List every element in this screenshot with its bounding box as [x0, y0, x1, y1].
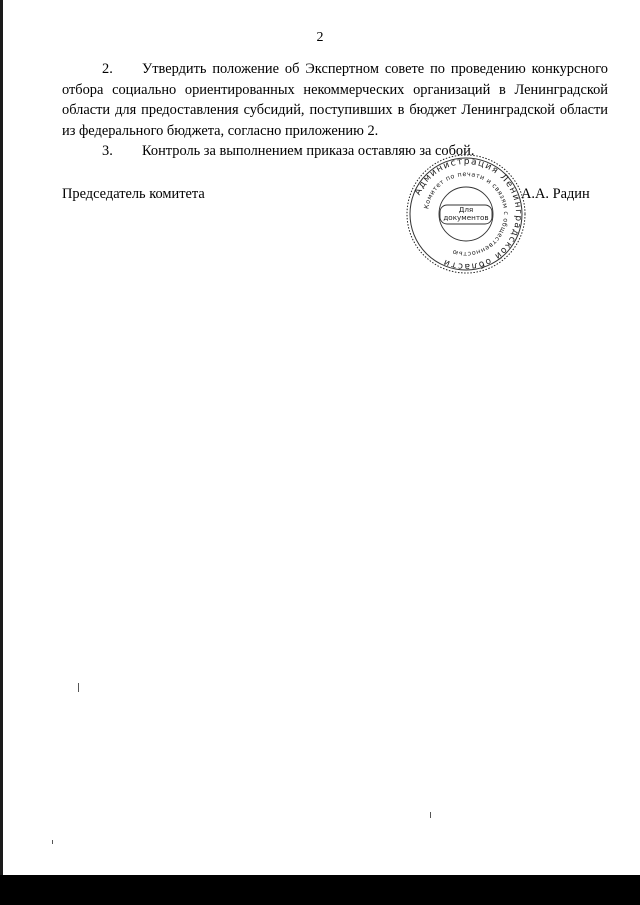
seal-center-line2: документов [443, 213, 489, 222]
paragraph-number: 3. [102, 143, 113, 159]
seal-center-line1: Для [458, 205, 474, 214]
seal-outer-text: Администрация Ленинградской области [413, 156, 524, 272]
paragraph-number: 2. [102, 61, 113, 77]
official-seal [405, 153, 527, 275]
scan-artifact [430, 812, 431, 818]
paragraph-2 [62, 59, 608, 141]
signature-title: Председатель комитета [62, 186, 205, 202]
scan-left-edge [0, 0, 3, 905]
document-body [62, 59, 608, 162]
scan-bottom-border [0, 875, 640, 905]
paragraph-text: Утвердить положение об Экспертном совете по проведению конкурсного отбора социально ориентированных некоммерческих организаций в Ленинградской области для предоставления субсидий, поступивших в бюджет Ленинградской области из федерального бюджета, согласно приложению 2. [62, 61, 608, 139]
seal-inner-text: Комитет по печати и связям с общественностью [422, 169, 511, 259]
signature-name: А.А. Радин [521, 186, 590, 202]
scan-artifact [78, 683, 79, 692]
paragraph-text: Контроль за выполнением приказа оставляю за собой. [142, 143, 475, 159]
page-number: 2 [316, 30, 324, 45]
scan-artifact [52, 840, 53, 844]
